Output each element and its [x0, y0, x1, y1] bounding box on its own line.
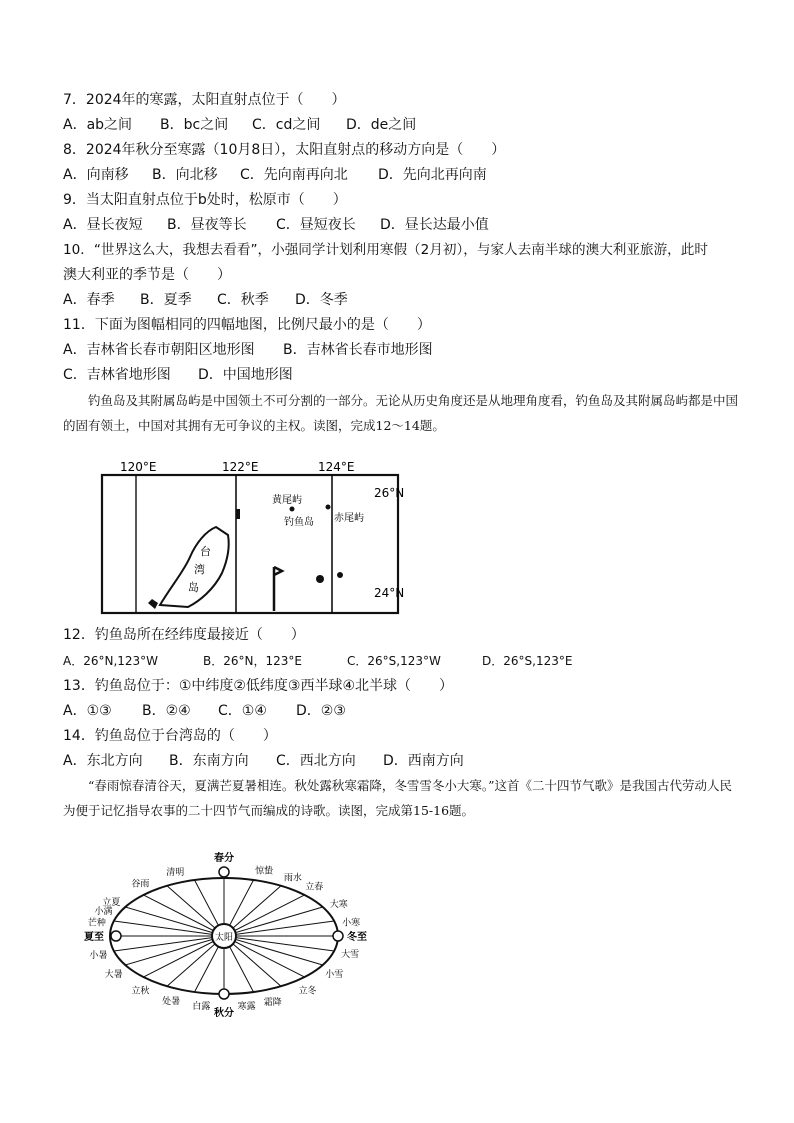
q11-option-c: C．吉林省地形图 [63, 367, 171, 383]
island-marker [316, 575, 324, 583]
taiwan-label-1: 台 [200, 545, 211, 558]
lon-label-122: 122°E [222, 460, 259, 474]
taiwan-label-3: 岛 [188, 581, 199, 594]
orbit-spoke [114, 921, 224, 936]
q10-stem-line2: 澳大利亚的季节是（ ） [63, 267, 231, 283]
q10-option-b: B．夏季 [140, 292, 192, 308]
q7-option-c: C．cd之间 [252, 117, 321, 133]
q13-option-b: B．②④ [142, 703, 191, 719]
solar-term-label: 寒露 [237, 1001, 256, 1012]
solar-term-label: 大寒 [329, 900, 348, 911]
q12-option-b: B．26°N，123°E [203, 654, 302, 668]
q14-stem: 14．钓鱼岛位于台湾岛的（ ） [63, 728, 277, 744]
q7-option-b: B．bc之间 [160, 117, 229, 133]
q7-option-d: D．de之间 [346, 117, 417, 133]
q13-stem: 13．钓鱼岛位于：①中纬度②低纬度③西半球④北半球（ ） [63, 678, 454, 694]
q12-option-d: D．26°S,123°E [482, 654, 573, 668]
q9-option-a: A．昼长夜短 [63, 217, 143, 233]
label-winter: 冬至 [347, 932, 367, 943]
place-label-huangwei: 黄尾屿 [272, 495, 302, 506]
q9-option-d: D．昼长达最小值 [380, 217, 489, 233]
solar-term-label: 小满 [94, 906, 113, 917]
q9-option-c: C．昼短夜长 [276, 217, 356, 233]
solar-term-label: 芒种 [87, 918, 106, 929]
lon-label-120: 120°E [120, 460, 157, 474]
sun-label: 太阳 [214, 933, 234, 943]
q9-stem: 9．当太阳直射点位于b处时，松原市（ ） [63, 192, 347, 208]
solar-term-label: 小寒 [342, 918, 361, 929]
solar-term-label: 大暑 [104, 970, 123, 981]
passage-diaoyu: 钓鱼岛及其附属岛屿是中国领土不可分割的一部分。无论从历史角度还是从地理角度看，钓鱼岛及其附属岛屿都是中国的固有领土，中国对其拥有无可争议的主权。读图，完成12～14题。 [63, 393, 739, 433]
q11-stem: 11．下面为图幅相同的四幅地图，比例尺最小的是（ ） [63, 317, 431, 333]
earth-autumn [219, 989, 229, 999]
map-frame [102, 475, 398, 613]
orbit-spoke [224, 921, 334, 936]
q11-option-a: A．吉林省长春市朝阳区地形图 [63, 342, 255, 358]
q13-option-a: A．①③ [63, 703, 112, 719]
earth-summer [111, 931, 121, 941]
q8-option-a: A．向南移 [63, 167, 129, 183]
island-marker [290, 507, 295, 512]
solar-term-label: 处暑 [162, 996, 181, 1007]
q8-stem: 8．2024年秋分至寒露（10月8日），太阳直射点的移动方向是（ ） [63, 142, 506, 158]
solar-term-label: 惊蛰 [255, 866, 274, 877]
label-autumn: 秋分 [214, 1008, 234, 1019]
solar-term-label: 霜降 [263, 997, 282, 1008]
solar-term-label: 小雪 [325, 970, 344, 981]
taiwan-label-2: 湾 [194, 563, 205, 576]
lat-label-24: 24°N [374, 586, 405, 600]
lat-label-26: 26°N [374, 486, 405, 500]
q10-option-d: D．冬季 [295, 292, 348, 308]
orbit-spoke [224, 936, 334, 951]
q12-option-c: C．26°S,123°W [347, 654, 441, 668]
q7-option-a: A．ab之间 [63, 117, 133, 133]
q8-option-d: D．先向北再向南 [378, 167, 487, 183]
solar-term-label: 白露 [192, 1001, 211, 1012]
q12-stem: 12．钓鱼岛所在经纬度最接近（ ） [63, 627, 305, 643]
q10-option-c: C．秋季 [217, 292, 269, 308]
q11-option-d: D．中国地形图 [198, 367, 293, 383]
island-marker [236, 509, 240, 519]
q10-stem-line1: 10．“世界这么大，我想去看看”，小强同学计划利用寒假（2月初），与家人去南半球的澳大利亚旅游，此时 [63, 242, 708, 258]
label-spring: 春分 [214, 853, 234, 864]
solar-term-label: 谷雨 [131, 879, 150, 890]
q11-option-b: B．吉林省长春市地形图 [283, 342, 433, 358]
solar-term-label: 大雪 [341, 949, 360, 960]
solar-term-label: 立夏 [102, 898, 121, 908]
place-label-diaoyu: 钓鱼岛 [284, 517, 314, 528]
solar-term-label: 立冬 [298, 986, 317, 997]
q13-option-d: D．②③ [296, 703, 346, 719]
q12-option-a: A．26°N,123°W [63, 654, 159, 668]
earth-winter [333, 931, 343, 941]
island-marker [337, 572, 343, 578]
q14-option-c: C．西北方向 [276, 753, 356, 769]
flag-marker [274, 567, 282, 611]
q8-option-c: C．先向南再向北 [240, 167, 348, 183]
q10-option-a: A．春季 [63, 292, 115, 308]
solar-term-label: 清明 [166, 868, 185, 879]
q14-option-b: B．东南方向 [169, 753, 249, 769]
passage-solar-terms: “春雨惊春清谷天，夏满芒夏暑相连。秋处露秋寒霜降，冬雪雪冬小大寒。”这首《二十四节气歌》是我国古代劳动人民为便于记忆指导农事的二十四节气而编成的诗歌。读图，完成第15-16题。 [63, 778, 733, 818]
q14-option-d: D．西南方向 [383, 753, 464, 769]
orbit-spoke [114, 936, 224, 951]
q13-option-c: C．①④ [218, 703, 267, 719]
earth-spring [219, 867, 229, 877]
q9-option-b: B．昼夜等长 [167, 217, 247, 233]
diaoyu-map [88, 455, 428, 620]
island-marker [326, 505, 331, 510]
place-label-chiwei: 赤尾屿 [334, 513, 364, 524]
solar-term-label: 雨水 [283, 873, 302, 884]
solar-term-label: 立春 [305, 882, 324, 893]
q14-option-a: A．东北方向 [63, 753, 143, 769]
penghu-islands [148, 599, 158, 609]
label-summer: 夏至 [84, 932, 104, 943]
q7-stem: 7．2024年的寒露，太阳直射点位于（ ） [63, 92, 346, 108]
q8-option-b: B．向北移 [152, 167, 218, 183]
lon-label-124: 124°E [318, 460, 355, 474]
solar-term-label: 小暑 [89, 951, 108, 962]
solar-term-label: 立秋 [131, 986, 150, 997]
solar-terms-orbit-diagram [64, 842, 409, 1022]
